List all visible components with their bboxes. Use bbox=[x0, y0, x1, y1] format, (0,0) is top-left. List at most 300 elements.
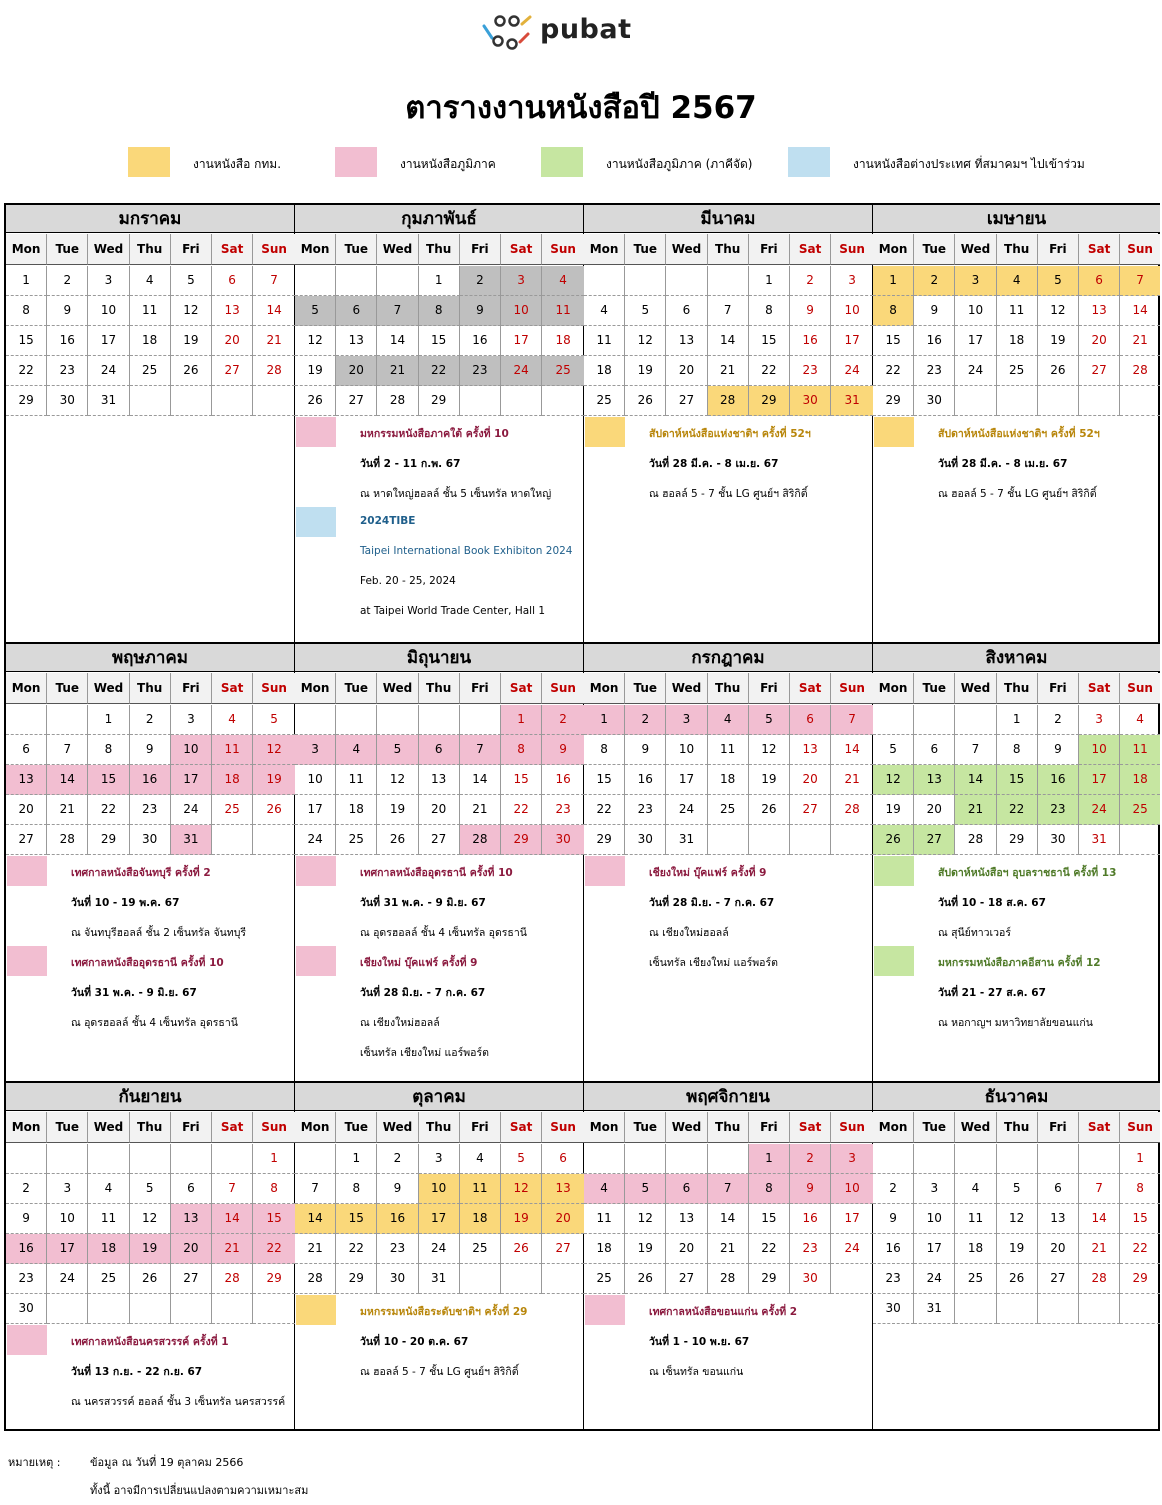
day-cell bbox=[708, 825, 749, 855]
day-cell: 1 bbox=[336, 1144, 377, 1174]
month-name: พฤศจิกายน bbox=[584, 1083, 872, 1111]
event-detail: วันที่ 31 พ.ค. - 9 มิ.ย. 67 bbox=[71, 987, 197, 999]
day-cell: 18 bbox=[130, 326, 171, 356]
day-cell: 19 bbox=[625, 1234, 666, 1264]
day-cell: 14 bbox=[460, 765, 501, 795]
day-cell: 7 bbox=[1120, 266, 1160, 296]
month-block bbox=[295, 205, 584, 644]
weekday-header: Thu bbox=[419, 1112, 460, 1143]
weekday-header: Tue bbox=[47, 673, 88, 704]
day-cell: 13 bbox=[666, 1204, 707, 1234]
weekday-header: Fri bbox=[749, 234, 790, 265]
day-cell bbox=[130, 1294, 171, 1324]
day-cell: 16 bbox=[460, 326, 501, 356]
event-title: เทศกาลหนังสืออุดรธานี ครั้งที่ 10 bbox=[360, 867, 513, 879]
day-cell: 16 bbox=[47, 326, 88, 356]
day-cell: 25 bbox=[336, 825, 377, 855]
day-cell: 26 bbox=[295, 386, 336, 416]
day-cell: 9 bbox=[542, 735, 584, 765]
day-cell: 19 bbox=[625, 356, 666, 386]
calendar-grid bbox=[4, 203, 1160, 1431]
day-cell: 23 bbox=[377, 1234, 418, 1264]
day-cell: 7 bbox=[708, 296, 749, 326]
day-cell: 4 bbox=[88, 1174, 129, 1204]
event-venue: ณ อุดรฮอลล์ ชั้น 4 เซ็นทรัล อุดรธานี bbox=[71, 1017, 238, 1029]
day-cell: 10 bbox=[295, 765, 336, 795]
weekday-header: Sun bbox=[542, 234, 584, 265]
day-cell bbox=[1038, 1294, 1079, 1324]
day-cell bbox=[1038, 1144, 1079, 1174]
legend-label: งานหนังสือต่างประเทศ ที่สมาคมฯ ไปเข้าร่วม bbox=[853, 157, 1085, 171]
day-cell: 21 bbox=[460, 795, 501, 825]
event-title: เชียงใหม่ บุ๊คแฟร์ ครั้งที่ 9 bbox=[649, 867, 767, 879]
weekday-header: Mon bbox=[873, 234, 914, 265]
day-cell: 20 bbox=[1038, 1234, 1079, 1264]
day-cell bbox=[542, 386, 584, 416]
day-cell bbox=[708, 266, 749, 296]
day-cell: 11 bbox=[708, 735, 749, 765]
day-cell: 12 bbox=[171, 296, 212, 326]
day-cell: 8 bbox=[336, 1174, 377, 1204]
day-cell bbox=[955, 1294, 996, 1324]
day-cell bbox=[47, 705, 88, 735]
day-cell: 6 bbox=[6, 735, 47, 765]
legend-label: งานหนังสือภูมิภาค bbox=[400, 157, 496, 171]
day-cell: 22 bbox=[336, 1234, 377, 1264]
weekday-header: Wed bbox=[666, 673, 707, 704]
weekday-header: Thu bbox=[708, 673, 749, 704]
day-cell: 17 bbox=[419, 1204, 460, 1234]
day-cell bbox=[336, 705, 377, 735]
day-cell: 19 bbox=[997, 1234, 1038, 1264]
weekday-header: Fri bbox=[749, 673, 790, 704]
day-cell: 21 bbox=[253, 326, 295, 356]
day-cell bbox=[542, 1264, 584, 1294]
day-cell: 16 bbox=[542, 765, 584, 795]
day-cell bbox=[625, 266, 666, 296]
day-cell: 10 bbox=[955, 296, 996, 326]
day-cell: 20 bbox=[212, 326, 253, 356]
event-title: สัปดาห์หนังสือฯ อุบลราชธานี ครั้งที่ 13 bbox=[938, 867, 1117, 879]
day-cell: 10 bbox=[88, 296, 129, 326]
day-cell: 6 bbox=[336, 296, 377, 326]
day-cell: 20 bbox=[1079, 326, 1120, 356]
day-cell: 7 bbox=[47, 735, 88, 765]
day-cell: 27 bbox=[666, 1264, 707, 1294]
day-cell bbox=[212, 1294, 253, 1324]
day-cell bbox=[1120, 1294, 1160, 1324]
day-cell bbox=[997, 1294, 1038, 1324]
day-cell: 4 bbox=[460, 1144, 501, 1174]
day-cell: 12 bbox=[130, 1204, 171, 1234]
day-cell: 9 bbox=[460, 296, 501, 326]
day-cell: 27 bbox=[914, 825, 955, 855]
day-cell: 17 bbox=[666, 765, 707, 795]
day-cell bbox=[955, 705, 996, 735]
event-color-swatch bbox=[585, 417, 625, 447]
day-cell bbox=[666, 266, 707, 296]
day-cell: 18 bbox=[708, 765, 749, 795]
event-venue: ณ นครสวรรค์ ฮอลล์ ชั้น 3 เซ็นทรัล นครสวรรค์ bbox=[71, 1396, 286, 1408]
day-cell: 1 bbox=[88, 705, 129, 735]
day-cell: 15 bbox=[997, 765, 1038, 795]
day-cell bbox=[1038, 386, 1079, 416]
event-detail: วันที่ 28 มี.ค. - 8 เม.ย. 67 bbox=[938, 458, 1068, 470]
day-cell: 12 bbox=[749, 735, 790, 765]
day-cell: 18 bbox=[88, 1234, 129, 1264]
day-cell bbox=[955, 386, 996, 416]
day-cell: 1 bbox=[6, 266, 47, 296]
day-cell: 12 bbox=[501, 1174, 542, 1204]
day-cell: 24 bbox=[955, 356, 996, 386]
day-cell: 2 bbox=[1038, 705, 1079, 735]
day-cell bbox=[47, 1144, 88, 1174]
day-cell bbox=[295, 266, 336, 296]
event-detail: วันที่ 10 - 19 พ.ค. 67 bbox=[71, 897, 180, 909]
day-cell: 31 bbox=[171, 825, 212, 855]
weekday-header: Fri bbox=[1038, 673, 1079, 704]
event-detail: วันที่ 28 มิ.ย. - 7 ก.ค. 67 bbox=[649, 897, 775, 909]
weekday-header: Sat bbox=[212, 1112, 253, 1143]
day-cell: 11 bbox=[460, 1174, 501, 1204]
brand-name: pubat bbox=[540, 14, 632, 45]
weekday-header: Sun bbox=[253, 673, 295, 704]
day-cell: 24 bbox=[88, 356, 129, 386]
weekday-header: Thu bbox=[419, 673, 460, 704]
day-cell: 11 bbox=[542, 296, 584, 326]
day-cell: 11 bbox=[212, 735, 253, 765]
event-color-swatch bbox=[874, 856, 914, 886]
weekday-header: Mon bbox=[873, 1112, 914, 1143]
day-cell bbox=[419, 705, 460, 735]
weekday-header: Tue bbox=[336, 673, 377, 704]
event-color-swatch bbox=[585, 1295, 625, 1325]
day-cell: 3 bbox=[295, 735, 336, 765]
day-cell: 25 bbox=[584, 1264, 625, 1294]
day-cell: 7 bbox=[212, 1174, 253, 1204]
day-cell: 9 bbox=[790, 296, 831, 326]
weekday-header: Thu bbox=[997, 1112, 1038, 1143]
day-cell: 12 bbox=[997, 1204, 1038, 1234]
day-cell: 4 bbox=[955, 1174, 996, 1204]
event-venue: at Taipei World Trade Center, Hall 1 bbox=[360, 605, 546, 617]
day-cell bbox=[501, 1264, 542, 1294]
weekday-header: Wed bbox=[666, 1112, 707, 1143]
event-title: สัปดาห์หนังสือแห่งชาติฯ ครั้งที่ 52ฯ bbox=[649, 428, 811, 440]
day-cell: 17 bbox=[295, 795, 336, 825]
day-cell: 16 bbox=[1038, 765, 1079, 795]
day-cell: 20 bbox=[666, 356, 707, 386]
weekday-header: Tue bbox=[914, 673, 955, 704]
day-cell: 5 bbox=[130, 1174, 171, 1204]
note-line: ทั้งนี้ อาจมีการเปลี่ยนแปลงตามความเหมาะสม bbox=[90, 1484, 309, 1497]
event-color-swatch bbox=[296, 946, 336, 976]
weekday-header: Wed bbox=[955, 673, 996, 704]
day-cell: 2 bbox=[6, 1174, 47, 1204]
weekday-header: Sun bbox=[253, 1112, 295, 1143]
day-cell: 5 bbox=[625, 1174, 666, 1204]
day-cell: 23 bbox=[130, 795, 171, 825]
day-cell: 23 bbox=[790, 1234, 831, 1264]
day-cell: 29 bbox=[997, 825, 1038, 855]
event-venue: ณ ฮอลล์ 5 - 7 ชั้น LG ศูนย์ฯ สิริกิติ์ bbox=[360, 1366, 519, 1378]
day-cell: 2 bbox=[47, 266, 88, 296]
day-cell: 4 bbox=[212, 705, 253, 735]
event-venue: ณ อุดรฮอลล์ ชั้น 4 เซ็นทรัล อุดรธานี bbox=[360, 927, 527, 939]
day-cell: 11 bbox=[88, 1204, 129, 1234]
event-detail: Taipei International Book Exhibiton 2024 bbox=[360, 545, 573, 557]
day-cell: 13 bbox=[666, 326, 707, 356]
day-cell: 26 bbox=[997, 1264, 1038, 1294]
day-cell bbox=[1079, 1144, 1120, 1174]
day-cell: 20 bbox=[336, 356, 377, 386]
event-venue: เซ็นทรัล เชียงใหม่ แอร์พอร์ต bbox=[649, 957, 778, 969]
day-cell: 21 bbox=[1120, 326, 1160, 356]
day-cell: 3 bbox=[955, 266, 996, 296]
month-name: กุมภาพันธ์ bbox=[295, 205, 583, 233]
day-cell: 15 bbox=[419, 326, 460, 356]
day-cell: 11 bbox=[584, 1204, 625, 1234]
day-cell: 9 bbox=[47, 296, 88, 326]
weekday-header: Mon bbox=[6, 234, 47, 265]
day-cell: 30 bbox=[542, 825, 584, 855]
day-cell: 20 bbox=[790, 765, 831, 795]
day-cell: 4 bbox=[542, 266, 584, 296]
day-cell: 5 bbox=[1038, 266, 1079, 296]
weekday-header: Wed bbox=[377, 673, 418, 704]
page-title: ตารางงานหนังสือปี 2567 bbox=[405, 90, 757, 126]
weekday-header: Tue bbox=[625, 1112, 666, 1143]
weekday-header: Mon bbox=[295, 234, 336, 265]
weekday-header: Mon bbox=[584, 673, 625, 704]
day-cell: 24 bbox=[831, 356, 873, 386]
legend-label: งานหนังสือ กทม. bbox=[193, 157, 282, 171]
weekday-header: Fri bbox=[460, 673, 501, 704]
day-cell: 16 bbox=[6, 1234, 47, 1264]
day-cell: 18 bbox=[460, 1204, 501, 1234]
event-detail: วันที่ 28 มิ.ย. - 7 ก.ค. 67 bbox=[360, 987, 486, 999]
month-block bbox=[6, 205, 295, 644]
event-detail: วันที่ 2 - 11 ก.พ. 67 bbox=[360, 458, 461, 470]
day-cell: 26 bbox=[377, 825, 418, 855]
day-cell: 25 bbox=[460, 1234, 501, 1264]
day-cell: 7 bbox=[955, 735, 996, 765]
day-cell: 5 bbox=[501, 1144, 542, 1174]
day-cell: 8 bbox=[749, 296, 790, 326]
weekday-header: Sat bbox=[212, 673, 253, 704]
day-cell bbox=[584, 266, 625, 296]
event-venue: ณ สุนีย์ทาวเวอร์ bbox=[938, 927, 1011, 939]
event-venue: ณ เชียงใหม่ฮอลล์ bbox=[360, 1017, 440, 1029]
day-cell: 15 bbox=[1120, 1204, 1160, 1234]
day-cell: 15 bbox=[584, 765, 625, 795]
event-venue: ณ หาดใหญ่ฮอลล์ ชั้น 5 เซ็นทรัล หาดใหญ่ bbox=[360, 488, 552, 500]
weekday-header: Wed bbox=[955, 1112, 996, 1143]
day-cell bbox=[47, 1294, 88, 1324]
day-cell: 8 bbox=[1120, 1174, 1160, 1204]
day-cell bbox=[171, 1144, 212, 1174]
weekday-header: Wed bbox=[377, 1112, 418, 1143]
day-cell: 3 bbox=[666, 705, 707, 735]
event-color-swatch bbox=[7, 1325, 47, 1355]
day-cell bbox=[873, 1144, 914, 1174]
day-cell: 8 bbox=[749, 1174, 790, 1204]
day-cell: 14 bbox=[1120, 296, 1160, 326]
day-cell: 27 bbox=[1038, 1264, 1079, 1294]
day-cell bbox=[997, 1144, 1038, 1174]
day-cell: 22 bbox=[749, 1234, 790, 1264]
weekday-header: Sat bbox=[1079, 673, 1120, 704]
day-cell: 2 bbox=[914, 266, 955, 296]
day-cell: 14 bbox=[955, 765, 996, 795]
day-cell: 27 bbox=[419, 825, 460, 855]
day-cell: 23 bbox=[460, 356, 501, 386]
day-cell: 31 bbox=[666, 825, 707, 855]
day-cell: 22 bbox=[88, 795, 129, 825]
weekday-header: Thu bbox=[130, 673, 171, 704]
day-cell: 3 bbox=[171, 705, 212, 735]
day-cell: 22 bbox=[501, 795, 542, 825]
day-cell: 5 bbox=[749, 705, 790, 735]
month-block bbox=[295, 1083, 584, 1431]
day-cell: 13 bbox=[914, 765, 955, 795]
day-cell: 15 bbox=[501, 765, 542, 795]
weekday-header: Tue bbox=[625, 234, 666, 265]
event-color-swatch bbox=[296, 856, 336, 886]
day-cell: 29 bbox=[419, 386, 460, 416]
day-cell: 30 bbox=[47, 386, 88, 416]
day-cell bbox=[460, 1264, 501, 1294]
event-color-swatch bbox=[585, 856, 625, 886]
weekday-header: Thu bbox=[708, 1112, 749, 1143]
day-cell: 1 bbox=[584, 705, 625, 735]
weekday-header: Tue bbox=[47, 1112, 88, 1143]
day-cell: 7 bbox=[1079, 1174, 1120, 1204]
day-cell: 6 bbox=[666, 1174, 707, 1204]
event-title: เชียงใหม่ บุ๊คแฟร์ ครั้งที่ 9 bbox=[360, 957, 478, 969]
month-block bbox=[584, 205, 873, 644]
day-cell: 29 bbox=[336, 1264, 377, 1294]
day-cell: 3 bbox=[419, 1144, 460, 1174]
day-cell: 19 bbox=[171, 326, 212, 356]
weekday-header: Tue bbox=[914, 234, 955, 265]
day-cell: 6 bbox=[790, 705, 831, 735]
event-title: 2024TIBE bbox=[360, 515, 416, 527]
day-cell: 28 bbox=[708, 1264, 749, 1294]
day-cell: 24 bbox=[501, 356, 542, 386]
weekday-header: Mon bbox=[873, 673, 914, 704]
day-cell: 17 bbox=[914, 1234, 955, 1264]
day-cell bbox=[130, 386, 171, 416]
day-cell: 9 bbox=[130, 735, 171, 765]
day-cell: 2 bbox=[130, 705, 171, 735]
day-cell: 21 bbox=[212, 1234, 253, 1264]
weekday-header: Thu bbox=[130, 1112, 171, 1143]
weekday-header: Tue bbox=[914, 1112, 955, 1143]
weekday-header: Sun bbox=[1120, 673, 1160, 704]
weekday-header: Sat bbox=[501, 234, 542, 265]
day-cell: 27 bbox=[212, 356, 253, 386]
day-cell bbox=[1079, 1294, 1120, 1324]
day-cell: 30 bbox=[130, 825, 171, 855]
day-cell bbox=[295, 1144, 336, 1174]
month-name: สิงหาคม bbox=[873, 644, 1160, 672]
day-cell bbox=[253, 825, 295, 855]
day-cell: 23 bbox=[47, 356, 88, 386]
day-cell: 10 bbox=[47, 1204, 88, 1234]
day-cell: 30 bbox=[6, 1294, 47, 1324]
day-cell: 27 bbox=[790, 795, 831, 825]
day-cell: 29 bbox=[749, 386, 790, 416]
day-cell: 16 bbox=[790, 1204, 831, 1234]
day-cell: 20 bbox=[171, 1234, 212, 1264]
weekday-header: Mon bbox=[584, 1112, 625, 1143]
day-cell: 19 bbox=[295, 356, 336, 386]
day-cell: 13 bbox=[171, 1204, 212, 1234]
day-cell: 26 bbox=[1038, 356, 1079, 386]
day-cell: 1 bbox=[749, 266, 790, 296]
weekday-header: Fri bbox=[749, 1112, 790, 1143]
event-title: มหกรรมหนังสือภาคอีสาน ครั้งที่ 12 bbox=[938, 957, 1101, 969]
day-cell: 8 bbox=[253, 1174, 295, 1204]
day-cell: 17 bbox=[831, 326, 873, 356]
day-cell: 3 bbox=[501, 266, 542, 296]
day-cell: 23 bbox=[542, 795, 584, 825]
weekday-header: Sun bbox=[831, 673, 873, 704]
day-cell: 10 bbox=[666, 735, 707, 765]
day-cell: 25 bbox=[997, 356, 1038, 386]
weekday-header: Tue bbox=[336, 1112, 377, 1143]
day-cell: 17 bbox=[501, 326, 542, 356]
month-block bbox=[6, 1083, 295, 1431]
day-cell: 19 bbox=[130, 1234, 171, 1264]
day-cell: 30 bbox=[873, 1294, 914, 1324]
event-color-swatch bbox=[7, 946, 47, 976]
day-cell: 11 bbox=[584, 326, 625, 356]
weekday-header: Sat bbox=[790, 1112, 831, 1143]
day-cell: 15 bbox=[336, 1204, 377, 1234]
day-cell: 2 bbox=[873, 1174, 914, 1204]
day-cell: 24 bbox=[47, 1264, 88, 1294]
day-cell: 27 bbox=[542, 1234, 584, 1264]
day-cell: 3 bbox=[831, 266, 873, 296]
day-cell: 17 bbox=[171, 765, 212, 795]
day-cell: 26 bbox=[625, 1264, 666, 1294]
day-cell: 9 bbox=[873, 1204, 914, 1234]
day-cell: 13 bbox=[542, 1174, 584, 1204]
month-block bbox=[295, 644, 584, 1083]
day-cell: 19 bbox=[501, 1204, 542, 1234]
day-cell: 7 bbox=[460, 735, 501, 765]
day-cell bbox=[1079, 386, 1120, 416]
day-cell: 12 bbox=[625, 326, 666, 356]
day-cell: 22 bbox=[1120, 1234, 1160, 1264]
month-name: ตุลาคม bbox=[295, 1083, 583, 1111]
day-cell: 29 bbox=[749, 1264, 790, 1294]
day-cell bbox=[253, 1294, 295, 1324]
day-cell: 13 bbox=[1079, 296, 1120, 326]
month-name: กรกฎาคม bbox=[584, 644, 872, 672]
month-block bbox=[584, 1083, 873, 1431]
day-cell: 26 bbox=[253, 795, 295, 825]
day-cell: 13 bbox=[1038, 1204, 1079, 1234]
weekday-header: Thu bbox=[997, 673, 1038, 704]
weekday-header: Sat bbox=[790, 234, 831, 265]
event-venue: ณ หอกาญฯ มหาวิทยาลัยขอนแก่น bbox=[938, 1017, 1093, 1029]
weekday-header: Tue bbox=[47, 234, 88, 265]
day-cell: 6 bbox=[666, 296, 707, 326]
day-cell bbox=[1120, 386, 1160, 416]
